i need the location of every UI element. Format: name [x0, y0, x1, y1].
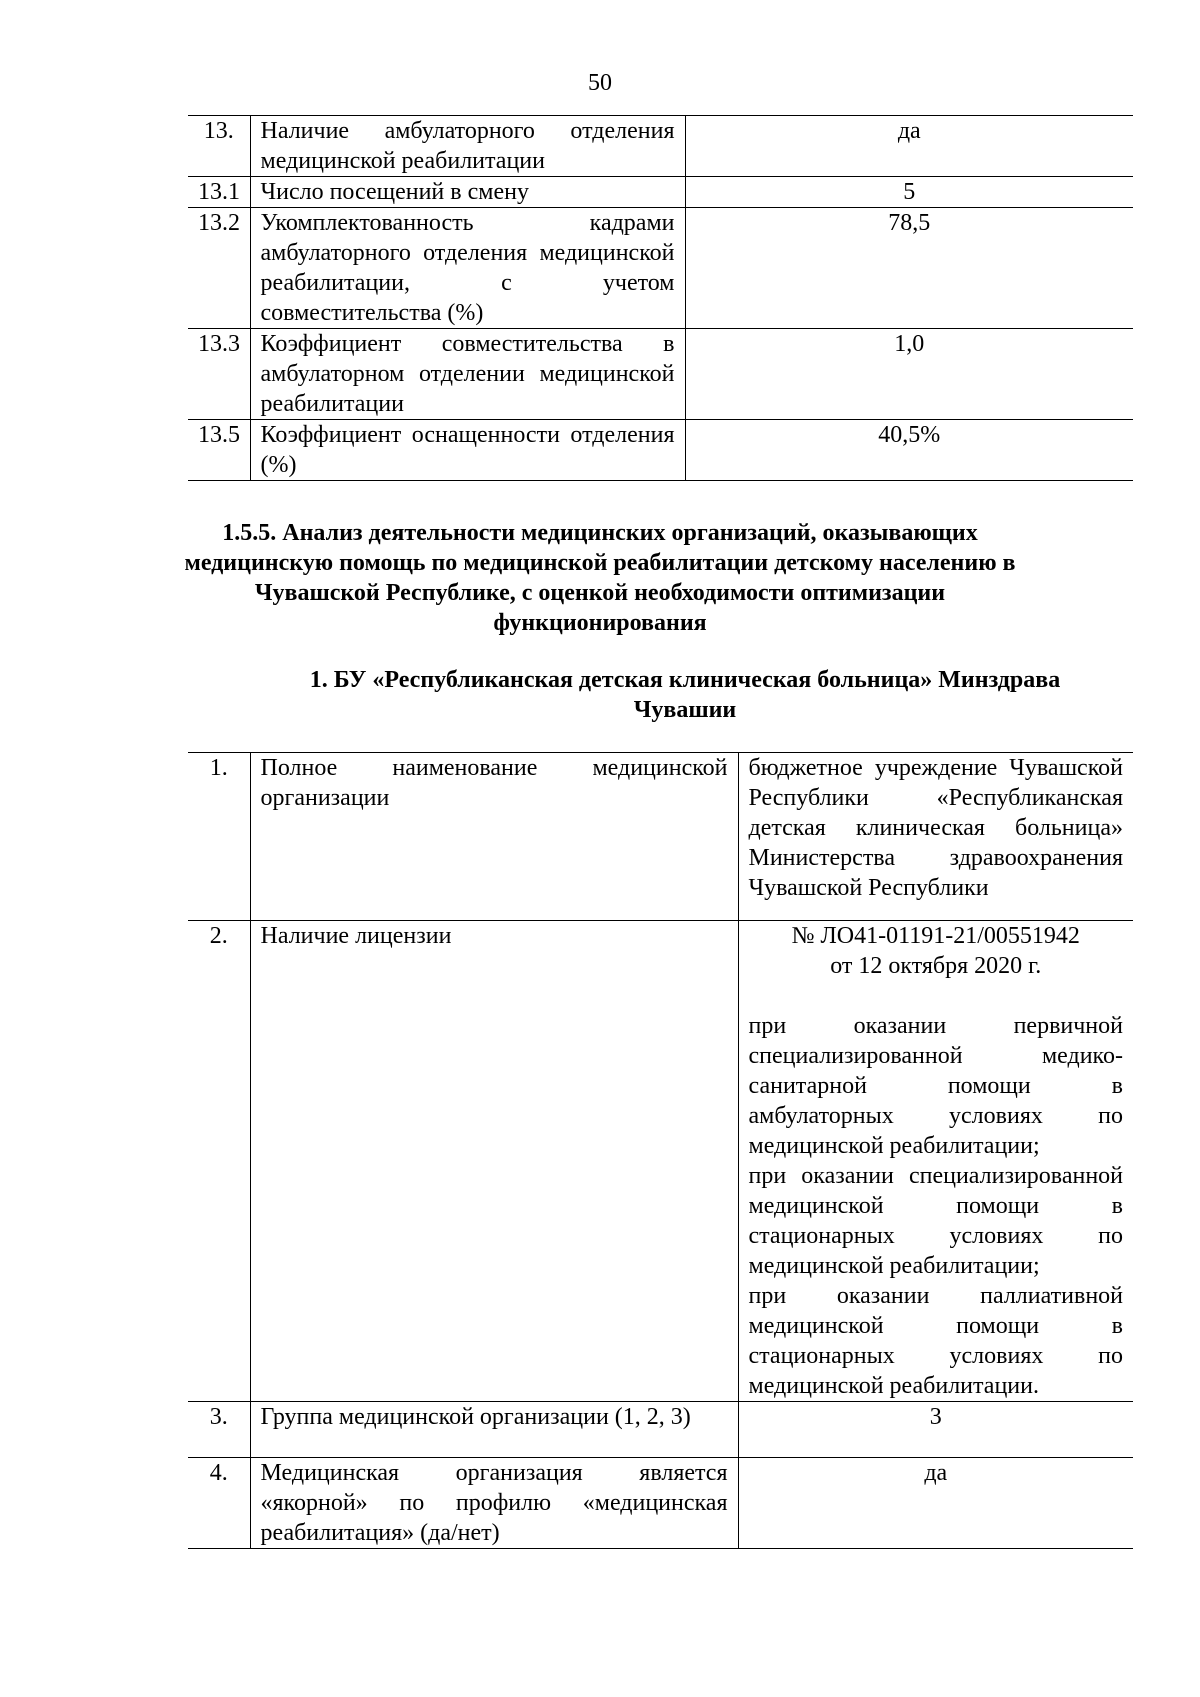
org-heading: 1. БУ «Республиканская детская клиническая больница» Минздрава Чувашии — [309, 667, 1061, 723]
row-value: 78,5 — [685, 208, 1133, 329]
row-name: Наличие лицензии — [250, 921, 738, 1402]
row-number: 13.3 — [188, 329, 250, 420]
row-number: 1. — [188, 753, 250, 921]
row-name: Полное наименование медицинской организации — [250, 753, 738, 921]
table-row — [188, 116, 1133, 177]
row-value: 3 — [738, 1402, 1133, 1458]
row-name: Коэффициент оснащенности отделения (%) — [250, 420, 685, 481]
row-number: 2. — [188, 921, 250, 1402]
table-row — [188, 329, 1133, 420]
row-number: 4. — [188, 1458, 250, 1549]
indicators-table — [188, 115, 1133, 481]
table-row — [188, 420, 1133, 481]
section-heading: 1.5.5. Анализ деятельности медицинских организаций, оказывающих медицинскую помощь по медицинской реабилитации детскому населению в Чувашской Республике, с оценкой необходимости оптимизации функционирования — [184, 520, 1016, 636]
table-row — [188, 177, 1133, 208]
row-name: Медицинская организация является «якорной» по профилю «медицинская реабилитация» (да/нет) — [250, 1458, 738, 1549]
row-number: 13.5 — [188, 420, 250, 481]
license-item: при оказании первичной специализированной медико-санитарной помощи в амбулаторных условиях по медицинской реабилитации; — [748, 1013, 1123, 1159]
table-row — [188, 921, 1133, 1402]
row-name: Коэффициент совместительства в амбулаторном отделении медицинской реабилитации — [250, 329, 685, 420]
table-row — [188, 1402, 1133, 1458]
license-date: от 12 октября 2020 г. — [830, 953, 1042, 979]
license-item: при оказании специализированной медицинской помощи в стационарных условиях по медицинской реабилитации; — [748, 1163, 1123, 1279]
row-number: 13.1 — [188, 177, 250, 208]
table-row — [188, 753, 1133, 921]
page-number: 50 — [588, 70, 612, 96]
row-value: да — [685, 116, 1133, 177]
row-number: 3. — [188, 1402, 250, 1458]
row-name: Наличие амбулаторного отделения медицинской реабилитации — [250, 116, 685, 177]
row-name: Число посещений в смену — [250, 177, 685, 208]
license-item: при оказании паллиативной медицинской помощи в стационарных условиях по медицинской реабилитации. — [748, 1283, 1123, 1399]
row-value: 5 — [685, 177, 1133, 208]
row-value: 40,5% — [685, 420, 1133, 481]
organization-table — [188, 752, 1133, 1549]
table-row — [188, 208, 1133, 329]
row-value: 1,0 — [685, 329, 1133, 420]
table-row — [188, 1458, 1133, 1549]
license-cell — [738, 921, 1133, 1402]
license-number: № ЛО41-01191-21/00551942 — [791, 923, 1080, 949]
row-name: Группа медицинской организации (1, 2, 3) — [250, 1402, 738, 1458]
row-value: да — [738, 1458, 1133, 1549]
row-value: бюджетное учреждение Чувашской Республики «Республиканская детская клиническая больница» Министерства здравоохранения Чувашской Республики — [738, 753, 1133, 921]
row-name: Укомплектованность кадрами амбулаторного отделения медицинской реабилитации, с учетом совместительства (%) — [250, 208, 685, 329]
row-number: 13. — [188, 116, 250, 177]
row-number: 13.2 — [188, 208, 250, 329]
